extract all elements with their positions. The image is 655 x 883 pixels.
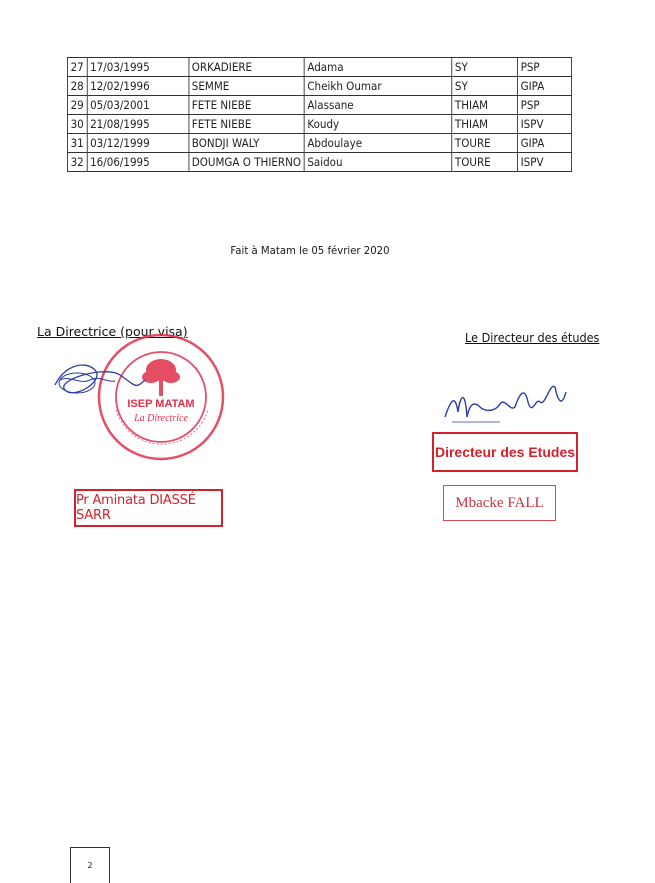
cell-date: 17/03/1995: [87, 58, 189, 77]
cell-dept: PSP: [517, 58, 571, 77]
table-row: [67, 96, 571, 115]
cell-dept: ISPV: [517, 115, 571, 134]
cell-first-name: Saidou: [304, 153, 452, 172]
cell-num: 27: [67, 58, 86, 77]
cell-short-name: THIAM: [452, 96, 518, 115]
cell-date: 05/03/2001: [87, 96, 189, 115]
cell-date: 03/12/1999: [87, 134, 189, 153]
cell-date: 16/06/1995: [87, 153, 189, 172]
cell-last-name: FETE NIEBE: [189, 96, 305, 115]
cell-num: 31: [67, 134, 86, 153]
students-table-body: [67, 58, 571, 172]
cell-last-name: ORKADIERE: [189, 58, 305, 77]
cell-short-name: TOURE: [452, 134, 518, 153]
cell-dept: GIPA: [517, 134, 571, 153]
svg-text:ISEP MATAM: ISEP MATAM: [127, 398, 195, 410]
cell-short-name: SY: [452, 58, 518, 77]
cell-first-name: Adama: [304, 58, 452, 77]
table-row: [67, 115, 571, 134]
cell-last-name: DOUMGA O THIERNO: [189, 153, 305, 172]
table-row: [67, 77, 571, 96]
cell-first-name: Cheikh Oumar: [304, 77, 452, 96]
cell-first-name: Abdoulaye: [304, 134, 452, 153]
directrice-signature: [45, 345, 155, 415]
cell-dept: PSP: [517, 96, 571, 115]
cell-date: 21/08/1995: [87, 115, 189, 134]
cell-dept: ISPV: [517, 153, 571, 172]
directeur-etudes-stamp: Directeur des Etudes: [432, 432, 578, 472]
directrice-title: La Directrice (pour visa): [37, 324, 188, 339]
students-table: [67, 57, 572, 172]
directeur-etudes-signature: [440, 372, 570, 432]
page-number: 2: [70, 847, 110, 883]
cell-last-name: BONDJI WALY: [189, 134, 305, 153]
cell-short-name: SY: [452, 77, 518, 96]
table-row: [67, 134, 571, 153]
table-row: [67, 58, 571, 77]
cell-last-name: FETE NIEBE: [189, 115, 305, 134]
cell-last-name: SEMME: [189, 77, 305, 96]
cell-num: 28: [67, 77, 86, 96]
cell-first-name: Koudy: [304, 115, 452, 134]
cell-dept: GIPA: [517, 77, 571, 96]
aminata-sarr-stamp: Pr Aminata DIASSÉ SARR: [74, 489, 223, 527]
table-row: [67, 153, 571, 172]
cell-num: 32: [67, 153, 86, 172]
cell-num: 29: [67, 96, 86, 115]
cell-num: 30: [67, 115, 86, 134]
cell-first-name: Alassane: [304, 96, 452, 115]
cell-short-name: THIAM: [452, 115, 518, 134]
cell-date: 12/02/1996: [87, 77, 189, 96]
svg-text:La Directrice: La Directrice: [134, 413, 188, 424]
place-date: Fait à Matam le 05 février 2020: [230, 244, 390, 257]
cell-short-name: TOURE: [452, 153, 518, 172]
mbacke-fall-stamp: Mbacke FALL: [443, 485, 556, 521]
directeur-etudes-title: Le Directeur des études: [465, 330, 600, 345]
